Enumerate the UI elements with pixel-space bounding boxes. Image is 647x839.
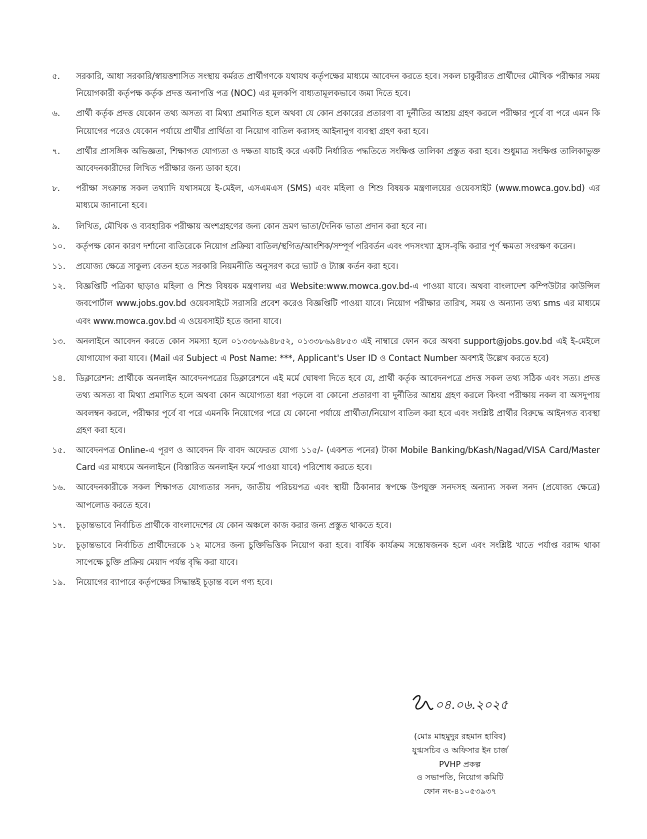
item-number: ১০. [52,240,66,251]
list-item [52,105,600,139]
list-item [52,574,600,591]
list-item [52,479,600,513]
signature-date: ০৪.০৬.২০২৫ [435,697,508,712]
item-number: ১৩. [52,335,66,346]
list-item [52,517,600,534]
instruction-list [52,68,600,595]
item-text: পরীক্ষা সংক্রান্ত সকল তথ্যাদি যথাসময়ে ই-মেইল, এসএমএস (SMS) এবং মহিলা ও শিশু বিষয়ক মন্ত্রণালয়ের ওয়েবসাইট (www.mowca.gov.bd) এর মাধ্যমে জানানো হবে। [76,183,600,211]
list-item [52,143,600,177]
item-number: ১৬. [52,482,66,493]
item-text: নিয়োগের ব্যাপারে কর্তৃপক্ষের সিদ্ধান্তই চূড়ান্ত বলে গণ্য হবে। [76,577,273,588]
item-number: ১১. [52,261,66,272]
list-item [52,442,600,476]
list-item [52,278,600,330]
item-text: কর্তৃপক্ষ কোন কারণ দর্শানো ব্যতিরেকে নিয়োগ প্রক্রিয়া বাতিল/স্থগিত/আংশিক/সম্পূর্ণ পরিবর্তন এবং পদসংখ্যা হ্রাস-বৃদ্ধি করার পূর্ণ ক্ষমতা সংরক্ষণ করেন। [76,240,576,251]
item-text: অনলাইনে আবেদন করতে কোন সমস্যা হলে ০১৩৩৮৬৯৪৮৫২, ০১৩৩৮৬৯৪৮৫৩ এই নাম্বারে ফোন করে অথবা support@jobs.gov.bd এই ই-মেইলে যোগাযোগ করা যাবে। (Mail এর Subject এ Post Name: ***, Applicant's User ID ও Contact Number অবশ্যই উল্লেখ করতে হবে) [76,335,600,364]
item-number: ৮. [52,183,61,194]
item-text: প্রার্থী কর্তৃক প্রদত্ত যেকোন তথ্য অসত্য বা মিথ্যা প্রমাণিত হলে অথবা যে কোন প্রকারের প্রতারণা বা দুর্নীতির আশ্রয় গ্রহণ করলে পরীক্ষার পূর্বে বা পরে এমন কি নিয়োগের পরেও যেকোন পর্যায়ে প্রার্থীর প্রার্থিতা বা নিয়োগ বাতিল করাসহ আইনানুগ ব্যবস্থা গ্রহণ করা হবে। [76,108,600,136]
item-text: চূড়ান্তভাবে নির্বাচিত প্রার্থীকে বাংলাদেশের যে কোন অঞ্চলে কাজ করার জন্য প্রস্তুত থাকতে হবে। [76,519,392,530]
item-text: বিজ্ঞপ্তিটি পত্রিকা ছাড়াও মহিলা ও শিশু বিষয়ক মন্ত্রণালয় এর Website:www.mowca.gov.bd-এ পাওয়া যাবে। অথবা বাংলাদেশ কম্পিউটার কাউন্সিল জবপোর্টাল www.jobs.gov.bd ওয়েবসাইটে সরাসরি প্রবেশ করেও বিজ্ঞপ্তিটি পাওয়া যাবে। নিয়োগ পরীক্ষার তারিখ, সময় ও অন্যান্য তথ্য sms এর মাধ্যমে এবং www.mowca.gov.bd এ ওয়েবসাইট হতে জানা যাবে। [76,281,600,326]
item-text: সরকারি, আধা সরকারি/স্বায়ত্তশাসিত সংস্থায় কর্মরত প্রার্থীগণকে যথাযথ কর্তৃপক্ষের মাধ্যমে আবেদন করতে হবে। সকল চাকুরীরত প্রার্থীদের মৌখিক পরীক্ষার সময় নিয়োগকারী কর্তৃপক্ষ কর্তৃক প্রদত্ত অনাপত্তি পত্র (NOC) এর মূলকপি বাধ্যতামূলকভাবে জমা দিতে হবে। [76,71,600,99]
item-number: ৬. [52,108,61,119]
item-number: ৭. [52,145,61,156]
item-number: ১২. [52,281,66,292]
item-number: ১৫. [52,445,66,456]
item-text: আবেদনপত্র Online-এ পূরণ ও আবেদন ফি বাবদ অফেরত যোগ্য ১১৫/- (একশত পনের) টাকা Mobile Banking/bKash/Nagad/VISA Card/Master Card এর মাধ্যমে অনলাইনে (বিস্তারিত অনলাইন ফর্মে পাওয়া যাবে) পরিশোধ করতে হবে। [76,445,600,473]
item-number: ১৪. [52,373,66,384]
item-number: ১৯. [52,577,66,588]
item-number: ১৮. [52,540,66,551]
list-item [52,238,600,255]
list-item [52,370,600,439]
signatory-phone: ফোন নং-৪১০৫৩৯৩৭ [423,786,497,797]
list-item [52,218,600,235]
item-text: আবেদনকারীকে সকল শিক্ষাগত যোগ্যতার সনদ, জাতীয় পরিচয়পত্র এবং স্থায়ী ঠিকানার স্বপক্ষে উপযুক্ত সনদসহ অন্যান্য সকল সনদ (প্রযোজ্য ক্ষেত্রে) আপলোড করতে হবে। [76,482,600,510]
signature-block [385,690,535,799]
item-number: ৯. [52,220,61,231]
signatory-committee-role: ও সভাপতি, নিয়োগ কমিটি [416,772,504,783]
list-item [52,333,600,367]
signatory-designation: যুগ্মসচিব ও অফিসার ইন চার্জ [412,744,508,755]
item-text: ডিক্লারেশন: প্রার্থীকে অনলাইন আবেদনপত্রের ডিক্লারেশনে এই মর্মে ঘোষণা দিতে হবে যে, প্রার্থী কর্তৃক আবেদনপত্রে প্রদত্ত সকল তথ্য সঠিক এবং সত্য। প্রদত্ত তথ্য অসত্য বা মিথ্যা প্রমাণিত হলে অথবা কোন অযোগ্যতা ধরা পড়লে বা কোনো প্রতারণা বা দুর্নীতির আশ্রয় গ্রহণ করলে কিংবা পরীক্ষায় নকল বা অসদুপায় অবলম্বন করলে, পরীক্ষার পূর্বে বা পরে এমনকি নিয়োগের পরে যে কোনো পর্যায়ে প্রার্থীতা/নিয়োগ বাতিল করা হবে এবং সংশ্লিষ্ট প্রার্থীর বিরুদ্ধে আইনগত ব্যবস্থা গ্রহণ করা হবে। [76,373,600,435]
item-text: প্রযোজ্য ক্ষেত্রে সাকুল্য বেতন হতে সরকারি নিয়মনীতি অনুসরণ করে ভ্যাট ও ট্যাক্স কর্তন করা হবে। [76,261,399,272]
list-item [52,180,600,214]
signatory-project: PVHP প্রকল্প [439,758,481,769]
item-text: চূড়ান্তভাবে নির্বাচিত প্রার্থীদেরকে ১২ মাসের জন্য চুক্তিভিত্তিক নিয়োগ করা হবে। বার্ষিক কার্যক্রম সন্তোষজনক হলে এবং সংশ্লিষ্ট খাতে পর্যাপ্ত বরাদ্দ থাকা সাপেক্ষে চুক্তি প্রক্রিয় মেয়াদ পর্যন্ত বৃদ্ধি করা যাবে। [76,540,600,568]
list-item [52,537,600,571]
signatory-name: (মোঃ মাহমুদুর রহমান হাবিব) [413,731,507,741]
handwritten-signature [385,690,535,730]
item-number: ৫. [52,71,61,81]
list-item [52,258,600,275]
item-number: ১৭. [52,519,66,530]
item-text: লিখিত, মৌখিক ও ব্যবহারিক পরীক্ষায় অংশগ্রহণের জন্য কোন ভ্রমণ ভাতা/দৈনিক ভাতা প্রদান করা হবে না। [76,220,427,231]
item-text: প্রার্থীর প্রাসঙ্গিক অভিজ্ঞতা, শিক্ষাগত যোগ্যতা ও দক্ষতা যাচাই করে একটি নির্ধারিত পদ্ধতিতে সংক্ষিপ্ত তালিকা প্রস্তুত করা হবে। শুধুমাত্র সংক্ষিপ্ত তালিকাভুক্ত আবেদনকারীদের লিখিত পরীক্ষার জন্য ডাকা হবে। [76,145,600,174]
list-item [52,68,600,102]
